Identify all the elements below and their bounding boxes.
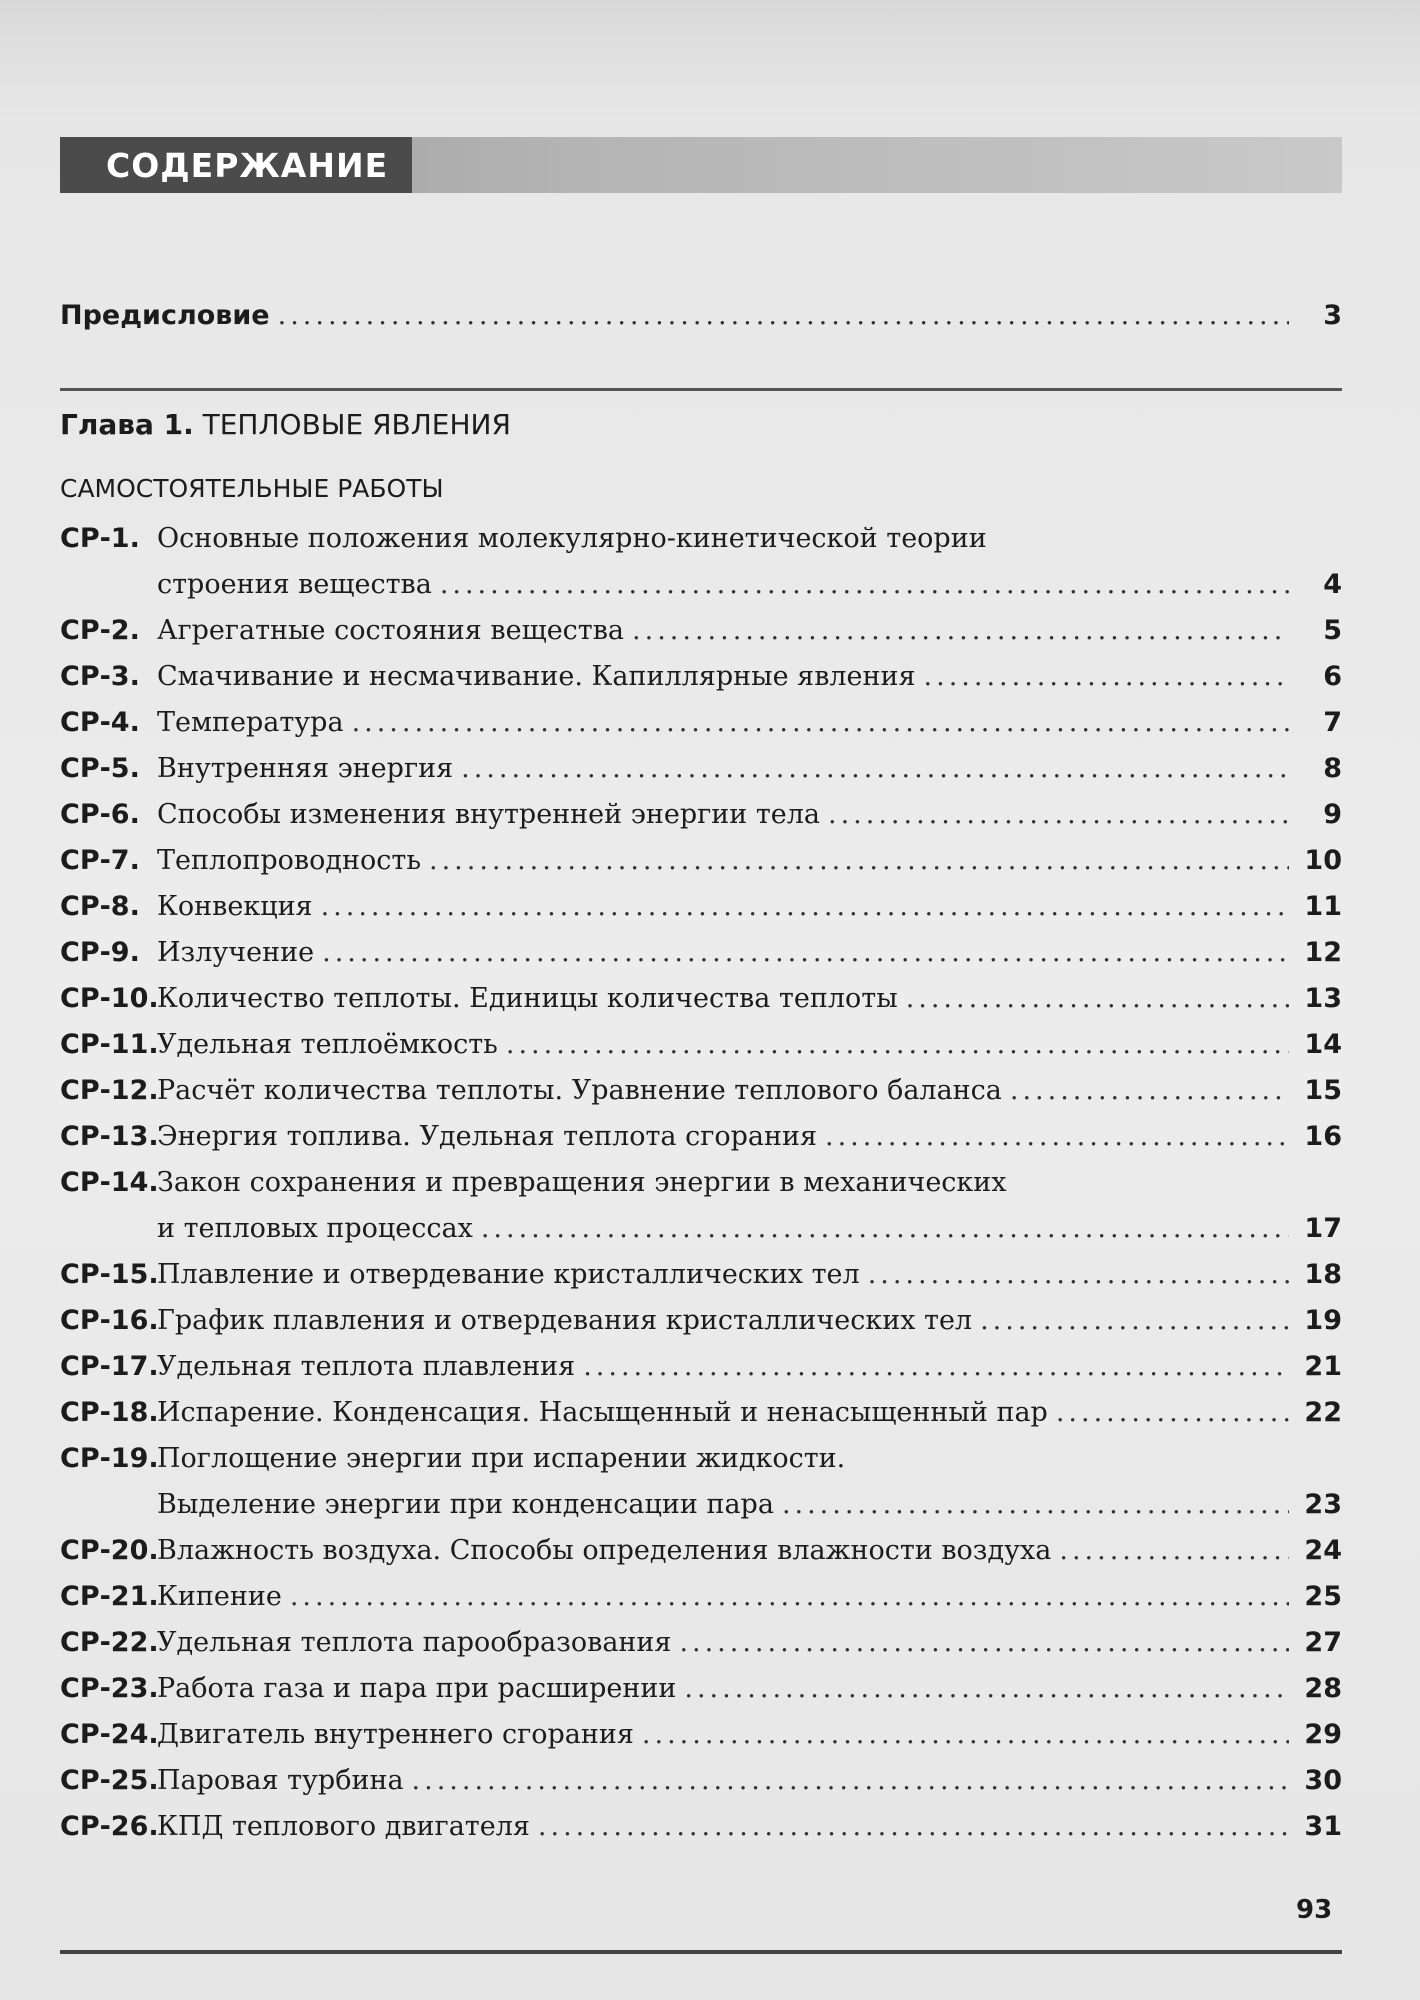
page-number: 93 xyxy=(1296,1895,1333,1925)
entry-title: Поглощение энергии при испарении жидкости. xyxy=(157,1443,846,1474)
entry-code: СР-24. xyxy=(60,1719,159,1750)
entry-code: СР-15. xyxy=(60,1259,159,1290)
entry-title: Конвекция xyxy=(157,891,313,922)
preface-page: 3 xyxy=(1323,300,1342,331)
leader-dots xyxy=(506,1029,1289,1060)
entry-page: 29 xyxy=(1304,1719,1342,1750)
entry-page: 31 xyxy=(1304,1811,1342,1842)
toc-entry xyxy=(60,1121,1342,1152)
leader-dots xyxy=(538,1811,1289,1842)
entry-title: Удельная теплота плавления xyxy=(157,1351,576,1382)
leader-dots xyxy=(828,799,1289,830)
entry-code: СР-18. xyxy=(60,1397,159,1428)
entry-code: СР-12. xyxy=(60,1075,159,1106)
toc-entry xyxy=(60,1029,1342,1060)
leader-dots xyxy=(322,937,1289,968)
entry-page: 13 xyxy=(1304,983,1342,1014)
leader-dots xyxy=(1056,1397,1289,1428)
entry-title: Двигатель внутреннего сгорания xyxy=(157,1719,634,1750)
entry-page: 27 xyxy=(1304,1627,1342,1658)
entry-title: Кипение xyxy=(157,1581,282,1612)
entry-title: Теплопроводность xyxy=(157,845,422,876)
entry-page: 7 xyxy=(1323,707,1342,738)
entry-page: 10 xyxy=(1304,845,1342,876)
entry-title: График плавления и отвердевания кристаллических тел xyxy=(157,1305,973,1336)
leader-dots xyxy=(440,569,1289,600)
entry-title: Расчёт количества теплоты. Уравнение теплового баланса xyxy=(157,1075,1002,1106)
toc-entry xyxy=(60,937,1342,968)
entry-code: СР-8. xyxy=(60,891,140,922)
entry-code: СР-3. xyxy=(60,661,140,692)
entry-page: 5 xyxy=(1323,615,1342,646)
toc-entry xyxy=(60,523,1342,554)
entry-title-continuation: Выделение энергии при конденсации пара xyxy=(157,1489,774,1520)
entry-code: СР-1. xyxy=(60,523,140,554)
toc-entry xyxy=(60,707,1342,738)
entry-code: СР-17. xyxy=(60,1351,159,1382)
toc-entry xyxy=(60,1535,1342,1566)
toc-entry xyxy=(60,661,1342,692)
leader-dots xyxy=(429,845,1289,876)
toc-entry xyxy=(60,753,1342,784)
entry-title: Удельная теплота парообразования xyxy=(157,1627,672,1658)
entry-code: СР-9. xyxy=(60,937,140,968)
entry-title: Удельная теплоёмкость xyxy=(157,1029,498,1060)
leader-dots xyxy=(1059,1535,1289,1566)
entry-title: Работа газа и пара при расширении xyxy=(157,1673,677,1704)
entry-code: СР-4. xyxy=(60,707,140,738)
entry-title: Влажность воздуха. Способы определения влажности воздуха xyxy=(157,1535,1052,1566)
entry-page: 8 xyxy=(1323,753,1342,784)
toc-entry xyxy=(60,1673,1342,1704)
leader-dots xyxy=(461,753,1289,784)
divider xyxy=(60,388,1342,391)
leader-dots xyxy=(352,707,1289,738)
entry-page: 11 xyxy=(1304,891,1342,922)
entry-page: 22 xyxy=(1304,1397,1342,1428)
preface-title: Предисловие xyxy=(60,300,270,331)
entry-code: СР-22. xyxy=(60,1627,159,1658)
toc-entry xyxy=(60,1581,1342,1612)
leader-dots xyxy=(906,983,1289,1014)
entry-code: СР-10. xyxy=(60,983,159,1014)
toc-entry xyxy=(60,1075,1342,1106)
leader-dots xyxy=(632,615,1289,646)
entry-title-continuation: строения вещества xyxy=(157,569,432,600)
toc-entry xyxy=(60,891,1342,922)
header-title: СОДЕРЖАНИЕ xyxy=(60,137,412,193)
entry-page: 24 xyxy=(1304,1535,1342,1566)
toc-entry xyxy=(60,1811,1342,1842)
entry-title: Испарение. Конденсация. Насыщенный и ненасыщенный пар xyxy=(157,1397,1048,1428)
footer-rule xyxy=(60,1950,1342,1954)
entry-title: Смачивание и несмачивание. Капиллярные явления xyxy=(157,661,916,692)
toc-entry xyxy=(60,1765,1342,1796)
entry-code: СР-20. xyxy=(60,1535,159,1566)
toc-entry xyxy=(60,1443,1342,1474)
entry-title: Основные положения молекулярно-кинетической теории xyxy=(157,523,987,554)
entry-page: 9 xyxy=(1323,799,1342,830)
entry-page: 25 xyxy=(1304,1581,1342,1612)
entry-title: Плавление и отвердевание кристаллических тел xyxy=(157,1259,860,1290)
entry-page: 28 xyxy=(1304,1673,1342,1704)
entry-code: СР-16. xyxy=(60,1305,159,1336)
toc-entry xyxy=(60,1167,1342,1198)
entry-code: СР-6. xyxy=(60,799,140,830)
leader-dots xyxy=(481,1213,1289,1244)
entry-page: 12 xyxy=(1304,937,1342,968)
toc-entry-continuation xyxy=(157,569,1342,600)
entry-title: КПД теплового двигателя xyxy=(157,1811,530,1842)
toc-entry xyxy=(60,1627,1342,1658)
toc-entry xyxy=(60,1719,1342,1750)
entry-code: СР-14. xyxy=(60,1167,159,1198)
entry-page: 23 xyxy=(1304,1489,1342,1520)
leader-dots xyxy=(980,1305,1289,1336)
leader-dots xyxy=(321,891,1289,922)
entry-title: Паровая турбина xyxy=(157,1765,404,1796)
entry-title: Температура xyxy=(157,707,344,738)
entry-title: Внутренняя энергия xyxy=(157,753,454,784)
leader-dots xyxy=(679,1627,1289,1658)
entry-page: 16 xyxy=(1304,1121,1342,1152)
toc-entry-continuation xyxy=(157,1489,1342,1520)
entry-title: Закон сохранения и превращения энергии в механических xyxy=(157,1167,1007,1198)
toc-entry-continuation xyxy=(157,1213,1342,1244)
entry-page: 15 xyxy=(1304,1075,1342,1106)
entry-title: Агрегатные состояния вещества xyxy=(157,615,625,646)
entry-code: СР-23. xyxy=(60,1673,159,1704)
entry-page: 30 xyxy=(1304,1765,1342,1796)
leader-dots xyxy=(1010,1075,1289,1106)
entry-code: СР-11. xyxy=(60,1029,159,1060)
entry-code: СР-21. xyxy=(60,1581,159,1612)
entry-title: Способы изменения внутренней энергии тела xyxy=(157,799,820,830)
entry-page: 4 xyxy=(1323,569,1342,600)
entry-code: СР-2. xyxy=(60,615,140,646)
chapter-heading xyxy=(60,408,511,441)
entry-code: СР-5. xyxy=(60,753,140,784)
leader-dots xyxy=(412,1765,1289,1796)
entry-page: 14 xyxy=(1304,1029,1342,1060)
leader-dots xyxy=(278,300,1289,331)
entry-code: СР-25. xyxy=(60,1765,159,1796)
toc-entry xyxy=(60,983,1342,1014)
leader-dots xyxy=(782,1489,1289,1520)
entry-title: Излучение xyxy=(157,937,315,968)
entry-page: 19 xyxy=(1304,1305,1342,1336)
leader-dots xyxy=(583,1351,1289,1382)
toc-entry xyxy=(60,615,1342,646)
toc-entry xyxy=(60,1351,1342,1382)
entry-code: СР-7. xyxy=(60,845,140,876)
toc-entry xyxy=(60,1305,1342,1336)
entry-title-continuation: и тепловых процессах xyxy=(157,1213,473,1244)
entry-title: Энергия топлива. Удельная теплота сгорания xyxy=(157,1121,818,1152)
toc-entry xyxy=(60,845,1342,876)
entry-code: СР-13. xyxy=(60,1121,159,1152)
entry-code: СР-26. xyxy=(60,1811,159,1842)
entry-page: 17 xyxy=(1304,1213,1342,1244)
entry-title: Количество теплоты. Единицы количества теплоты xyxy=(157,983,898,1014)
leader-dots xyxy=(642,1719,1289,1750)
chapter-label: Глава 1. xyxy=(60,408,194,441)
toc-entry xyxy=(60,799,1342,830)
section-title: САМОСТОЯТЕЛЬНЫЕ РАБОТЫ xyxy=(60,474,444,503)
leader-dots xyxy=(825,1121,1289,1152)
entry-page: 18 xyxy=(1304,1259,1342,1290)
leader-dots xyxy=(684,1673,1289,1704)
entry-page: 21 xyxy=(1304,1351,1342,1382)
entry-page: 6 xyxy=(1323,661,1342,692)
leader-dots xyxy=(868,1259,1289,1290)
entry-code: СР-19. xyxy=(60,1443,159,1474)
leader-dots xyxy=(924,661,1289,692)
toc-entry xyxy=(60,1397,1342,1428)
preface-entry xyxy=(60,300,1342,331)
chapter-title: ТЕПЛОВЫЕ ЯВЛЕНИЯ xyxy=(202,408,511,441)
leader-dots xyxy=(290,1581,1289,1612)
toc-entry xyxy=(60,1259,1342,1290)
